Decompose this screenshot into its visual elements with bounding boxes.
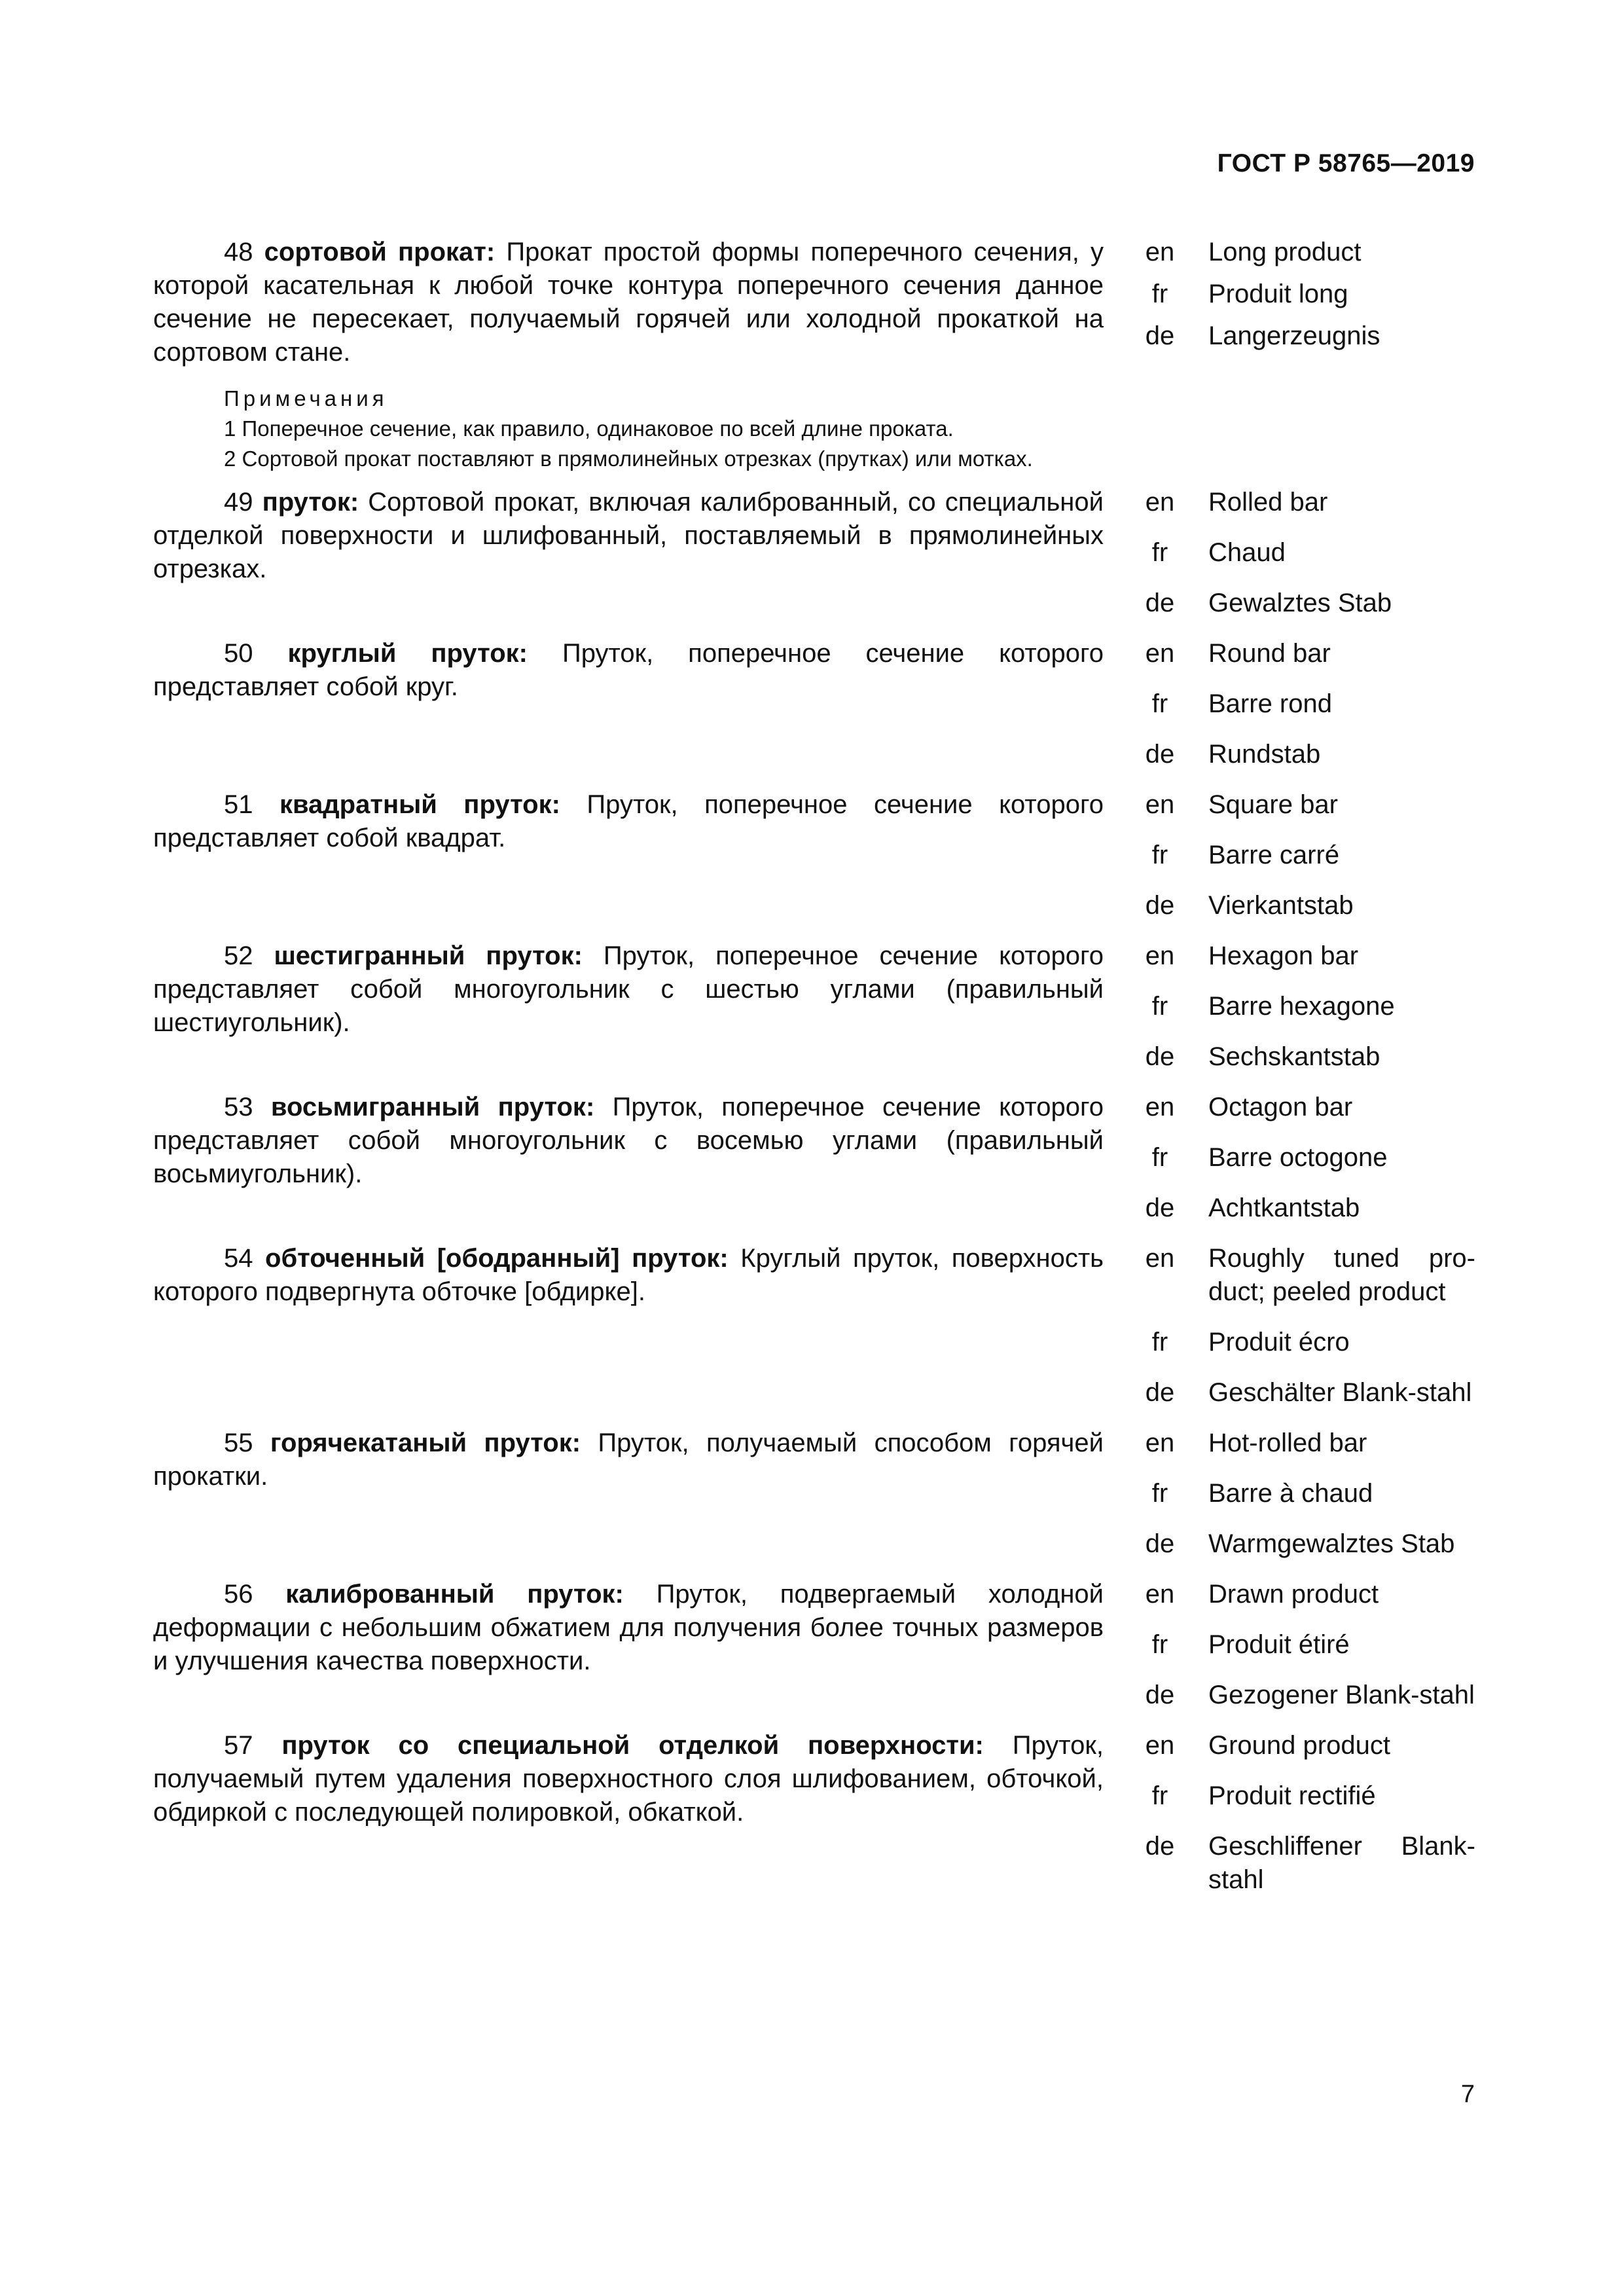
- note-block: [153, 384, 1104, 474]
- term-entry-56: [153, 1578, 1475, 1712]
- term-text: Пруток, поперечное сечение которого представляет собой многоугольник с восемью углами (правильный восьмиугольник).: [153, 1093, 1104, 1188]
- lang-de: de: [1145, 1529, 1175, 1558]
- translations: [1125, 1091, 1475, 1225]
- equivalent-de: Rundstab: [1208, 740, 1321, 769]
- lang-de: de: [1145, 1378, 1175, 1407]
- term-name: обточенный [ободранный] пруток:: [265, 1244, 729, 1273]
- equivalent-de: Geschälter Blank-stahl: [1208, 1378, 1472, 1407]
- terms-list: [153, 236, 1475, 1897]
- term-definition: [153, 1091, 1104, 1191]
- equivalent-en: Octagon bar: [1208, 1093, 1353, 1121]
- equivalent-fr: Barre octogone: [1208, 1143, 1388, 1172]
- lang-de: de: [1145, 1194, 1175, 1222]
- lang-de: de: [1145, 1042, 1175, 1071]
- lang-de: de: [1145, 1681, 1175, 1709]
- lang-de: de: [1145, 891, 1175, 920]
- equivalent-fr: Produit écro: [1208, 1328, 1350, 1357]
- equivalent-en: Rolled bar: [1208, 488, 1328, 517]
- term-number: 49: [224, 488, 253, 517]
- term-entry-57: [153, 1729, 1475, 1897]
- lang-fr: fr: [1151, 1328, 1168, 1357]
- term-number: 50: [224, 639, 253, 668]
- equivalent-en: Square bar: [1208, 790, 1338, 819]
- term-name: сортовой прокат:: [264, 238, 496, 266]
- lang-de: de: [1145, 740, 1175, 769]
- term-number: 55: [224, 1429, 253, 1457]
- translations: [1125, 486, 1475, 620]
- equivalent-de: Gezogener Blank-stahl: [1208, 1681, 1475, 1709]
- equivalent-en: Ground product: [1208, 1731, 1390, 1760]
- term-definition: [153, 1729, 1104, 1829]
- equivalent-de: Gewalztes Stab: [1208, 589, 1392, 617]
- translations: [1125, 939, 1475, 1074]
- term-entry-54: [153, 1242, 1475, 1410]
- term-text: Пруток, получаемый путем удаления поверхностного слоя шлифованием, обточкой, обдиркой с последующей полировкой, обкаткой.: [153, 1731, 1104, 1827]
- term-text: Пруток, получаемый способом горячей прокатки.: [153, 1429, 1104, 1491]
- term-definition: [153, 1242, 1104, 1309]
- note-line-1: 1 Поперечное сечение, как правило, одинаковое по всей длине проката.: [224, 416, 954, 441]
- lang-en: en: [1145, 790, 1175, 819]
- equivalent-fr: Barre à chaud: [1208, 1479, 1373, 1508]
- lang-en: en: [1145, 488, 1175, 517]
- lang-fr: fr: [1151, 1479, 1168, 1508]
- lang-de: de: [1145, 1832, 1175, 1861]
- term-text: Сортовой прокат, включая калиброванный, со специальной отделкой поверхности и шлифованный, поставляемый в прямолинейных отрезках.: [153, 488, 1104, 583]
- equivalent-en: Drawn product: [1208, 1580, 1379, 1609]
- equivalent-fr: Barre rond: [1208, 689, 1332, 718]
- term-entry-49: [153, 486, 1475, 620]
- term-name: шестигранный пруток:: [274, 941, 583, 970]
- term-entry-52: [153, 939, 1475, 1074]
- term-entry-53: [153, 1091, 1475, 1225]
- term-number: 56: [224, 1580, 253, 1609]
- term-entry-55: [153, 1427, 1475, 1561]
- equivalent-de: Langerzeugnis: [1208, 321, 1380, 350]
- term-entry-50: [153, 637, 1475, 771]
- lang-fr: fr: [1151, 992, 1168, 1021]
- translations: [1125, 236, 1475, 353]
- translations: [1125, 788, 1475, 922]
- lang-en: en: [1145, 1731, 1175, 1760]
- term-definition: [153, 486, 1104, 586]
- term-text: Пруток, поперечное сечение которого представляет собой многоугольник с шестью углами (правильный шестиугольник).: [153, 941, 1104, 1037]
- term-name: пруток:: [262, 488, 359, 517]
- equivalent-en: Long product: [1208, 238, 1362, 266]
- term-definition: [153, 1427, 1104, 1493]
- lang-en: en: [1145, 941, 1175, 970]
- term-name: горячекатаный пруток:: [270, 1429, 581, 1457]
- lang-en: en: [1145, 1244, 1175, 1273]
- lang-de: de: [1145, 589, 1175, 617]
- equivalent-de: Geschliffener Blank-stahl: [1208, 1832, 1475, 1894]
- page-number: 7: [1460, 2081, 1475, 2108]
- term-number: 57: [224, 1731, 253, 1760]
- equivalent-de: Warmgewalztes Stab: [1208, 1529, 1455, 1558]
- translations: [1125, 1427, 1475, 1561]
- equivalent-fr: Barre hexagone: [1208, 992, 1395, 1021]
- lang-en: en: [1145, 1093, 1175, 1121]
- term-name: квадратный пруток:: [279, 790, 560, 819]
- lang-de: de: [1145, 321, 1175, 350]
- lang-fr: fr: [1151, 841, 1168, 869]
- term-name: восьмигранный пруток:: [270, 1093, 595, 1121]
- term-number: 53: [224, 1093, 253, 1121]
- term-text: Пруток, подвергаемый холодной деформации с небольшим обжатием для получения более точных размеров и улучшения качества поверхности.: [153, 1580, 1104, 1675]
- term-number: 48: [224, 238, 253, 266]
- equivalent-de: Vierkantstab: [1208, 891, 1354, 920]
- translations: [1125, 1578, 1475, 1712]
- term-text: Пруток, поперечное сечение которого представляет собой круг.: [153, 639, 1104, 701]
- term-text: Круглый пруток, поверхность которого подвергнута обточке [обдирке].: [153, 1244, 1104, 1306]
- term-number: 54: [224, 1244, 253, 1273]
- lang-fr: fr: [1151, 1781, 1168, 1810]
- term-definition: [153, 637, 1104, 704]
- lang-fr: fr: [1151, 280, 1168, 308]
- lang-en: en: [1145, 639, 1175, 668]
- lang-en: en: [1145, 238, 1175, 266]
- term-definition: [153, 939, 1104, 1040]
- translations: [1125, 637, 1475, 771]
- lang-fr: fr: [1151, 1143, 1168, 1172]
- translations: [1125, 1729, 1475, 1897]
- equivalent-en: Hot-rolled bar: [1208, 1429, 1367, 1457]
- term-number: 51: [224, 790, 253, 819]
- translations: [1125, 1242, 1475, 1410]
- equivalent-de: Sechskantstab: [1208, 1042, 1380, 1071]
- term-text: Прокат простой формы поперечного сечения, у которой касательная к любой точке контура поперечного сечения данное сечение не пересекает, получаемый горячей или холодной прокаткой на сортовом стане.: [153, 238, 1104, 367]
- term-definition: [153, 788, 1104, 855]
- lang-fr: fr: [1151, 1630, 1168, 1659]
- term-text: Пруток, поперечное сечение которого представляет собой квадрат.: [153, 790, 1104, 852]
- equivalent-fr: Barre carré: [1208, 841, 1340, 869]
- standard-header: ГОСТ Р 58765—2019: [1217, 149, 1475, 177]
- note-title: Примечания: [224, 386, 388, 410]
- term-number: 52: [224, 941, 253, 970]
- term-name: пруток со специальной отделкой поверхности:: [281, 1731, 984, 1760]
- lang-en: en: [1145, 1580, 1175, 1609]
- note-line-2: 2 Сортовой прокат поставляют в прямолинейных отрезках (прутках) или мотках.: [224, 446, 1033, 471]
- term-name: калиброванный пруток:: [285, 1580, 624, 1609]
- equivalent-en: Hexagon bar: [1208, 941, 1359, 970]
- lang-fr: fr: [1151, 538, 1168, 567]
- term-definition: [153, 236, 1104, 369]
- term-entry-48: [153, 236, 1475, 369]
- equivalent-fr: Produit étiré: [1208, 1630, 1350, 1659]
- equivalent-fr: Chaud: [1208, 538, 1286, 567]
- lang-fr: fr: [1151, 689, 1168, 718]
- lang-en: en: [1145, 1429, 1175, 1457]
- term-definition: [153, 1578, 1104, 1678]
- equivalent-de: Achtkantstab: [1208, 1194, 1360, 1222]
- equivalent-en: Roughly tuned pro-duct; peeled product: [1208, 1244, 1475, 1306]
- equivalent-en: Round bar: [1208, 639, 1331, 668]
- term-name: круглый пруток:: [287, 639, 528, 668]
- term-entry-51: [153, 788, 1475, 922]
- equivalent-fr: Produit rectifié: [1208, 1781, 1376, 1810]
- equivalent-fr: Produit long: [1208, 280, 1348, 308]
